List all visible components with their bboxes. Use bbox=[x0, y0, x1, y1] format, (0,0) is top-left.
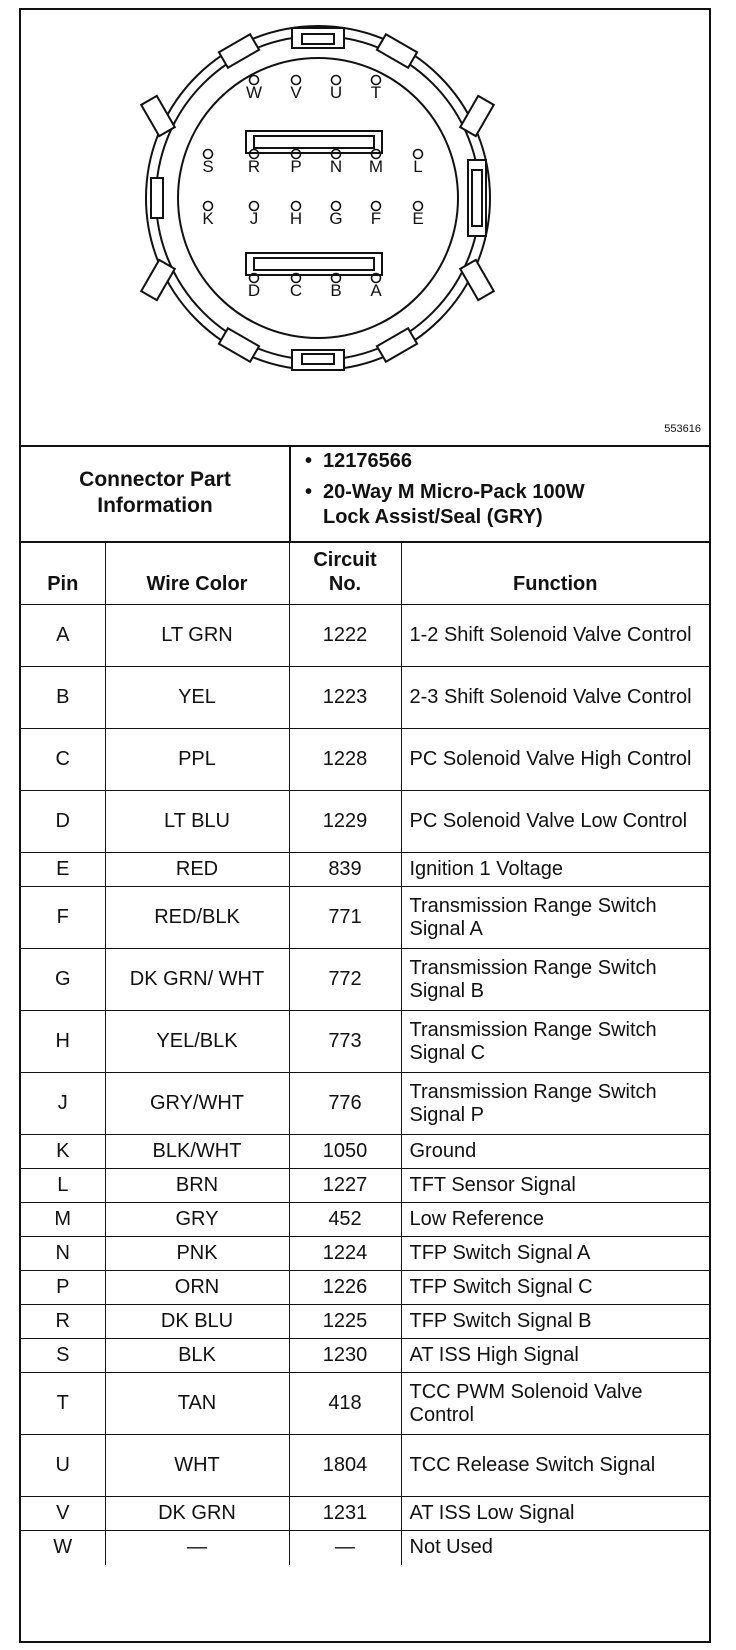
rib-left-lower bbox=[141, 260, 175, 300]
cell-circuit-no: 776 bbox=[289, 1073, 401, 1135]
cell-circuit-no: 1228 bbox=[289, 729, 401, 791]
rib-top-left bbox=[219, 34, 259, 68]
connector-face-drawing bbox=[21, 10, 709, 445]
cell-pin: D bbox=[21, 791, 105, 853]
cell-function: TCC Release Switch Signal bbox=[401, 1435, 709, 1497]
cell-circuit-no: 1804 bbox=[289, 1435, 401, 1497]
table-row bbox=[21, 1497, 709, 1531]
pin-label: V bbox=[290, 83, 302, 102]
pin-label: B bbox=[330, 281, 342, 300]
cell-function: TFP Switch Signal B bbox=[401, 1305, 709, 1339]
lower-blade-slot-inner bbox=[254, 258, 374, 270]
cell-pin: W bbox=[21, 1531, 105, 1565]
cell-wire-color: LT GRN bbox=[105, 605, 289, 667]
header-pin: Pin bbox=[21, 541, 105, 605]
cell-wire-color: DK BLU bbox=[105, 1305, 289, 1339]
cell-function: AT ISS High Signal bbox=[401, 1339, 709, 1373]
cell-circuit-no: 1229 bbox=[289, 791, 401, 853]
table-row bbox=[21, 605, 709, 667]
cell-wire-color: — bbox=[105, 1531, 289, 1565]
table-row bbox=[21, 1203, 709, 1237]
pin-label: P bbox=[290, 157, 302, 176]
table-row bbox=[21, 1531, 709, 1565]
pin-label: U bbox=[329, 83, 343, 102]
table-row bbox=[21, 1011, 709, 1073]
left-key-tab bbox=[151, 178, 163, 218]
cell-pin: J bbox=[21, 1073, 105, 1135]
cell-pin: A bbox=[21, 605, 105, 667]
cell-pin: U bbox=[21, 1435, 105, 1497]
upper-blade-slot bbox=[246, 131, 382, 153]
cell-circuit-no: 839 bbox=[289, 853, 401, 887]
table-row bbox=[21, 1339, 709, 1373]
cell-circuit-no: 773 bbox=[289, 1011, 401, 1073]
pin-label: D bbox=[247, 281, 261, 300]
header-function: Function bbox=[401, 541, 709, 605]
table-row bbox=[21, 949, 709, 1011]
cell-wire-color: BLK bbox=[105, 1339, 289, 1373]
cell-pin: T bbox=[21, 1373, 105, 1435]
cell-wire-color: LT BLU bbox=[105, 791, 289, 853]
table-row bbox=[21, 667, 709, 729]
pin-label: G bbox=[329, 209, 343, 228]
cell-function: TFT Sensor Signal bbox=[401, 1169, 709, 1203]
cell-function: PC Solenoid Valve High Control bbox=[401, 729, 709, 791]
cell-pin: R bbox=[21, 1305, 105, 1339]
part-number: • 12176566 bbox=[303, 449, 703, 474]
table-row bbox=[21, 791, 709, 853]
cell-pin: E bbox=[21, 853, 105, 887]
cell-pin: G bbox=[21, 949, 105, 1011]
pin-label: S bbox=[202, 157, 214, 176]
cell-circuit-no: — bbox=[289, 1531, 401, 1565]
cell-wire-color: YEL/BLK bbox=[105, 1011, 289, 1073]
cell-pin: L bbox=[21, 1169, 105, 1203]
cell-circuit-no: 771 bbox=[289, 887, 401, 949]
cell-function: Low Reference bbox=[401, 1203, 709, 1237]
cell-wire-color: RED bbox=[105, 853, 289, 887]
table-row bbox=[21, 1169, 709, 1203]
cell-function: Ignition 1 Voltage bbox=[401, 853, 709, 887]
cell-circuit-no: 1230 bbox=[289, 1339, 401, 1373]
cell-wire-color: TAN bbox=[105, 1373, 289, 1435]
cell-wire-color: GRY/WHT bbox=[105, 1073, 289, 1135]
table-row bbox=[21, 1073, 709, 1135]
connector-description-line2: Lock Assist/Seal (GRY) bbox=[323, 506, 543, 528]
pin-label: J bbox=[249, 209, 259, 228]
connector-document bbox=[19, 8, 711, 1643]
table-row bbox=[21, 1435, 709, 1497]
connector-info-label-line2: Information bbox=[97, 494, 213, 517]
cell-wire-color: PNK bbox=[105, 1237, 289, 1271]
cell-wire-color: DK GRN bbox=[105, 1497, 289, 1531]
cell-circuit-no: 1223 bbox=[289, 667, 401, 729]
cell-function: 2-3 Shift Solenoid Valve Control bbox=[401, 667, 709, 729]
cell-wire-color: PPL bbox=[105, 729, 289, 791]
rib-top-right bbox=[377, 34, 417, 68]
cell-circuit-no: 772 bbox=[289, 949, 401, 1011]
upper-blade-slot-inner bbox=[254, 136, 374, 148]
table-row bbox=[21, 1271, 709, 1305]
table-row bbox=[21, 853, 709, 887]
figure-id: 553616 bbox=[664, 423, 701, 435]
cell-function: PC Solenoid Valve Low Control bbox=[401, 791, 709, 853]
table-row bbox=[21, 1237, 709, 1271]
table-row bbox=[21, 887, 709, 949]
cell-function: 1-2 Shift Solenoid Valve Control bbox=[401, 605, 709, 667]
cell-function: TFP Switch Signal C bbox=[401, 1271, 709, 1305]
cell-function: TFP Switch Signal A bbox=[401, 1237, 709, 1271]
pin-label: E bbox=[412, 209, 424, 228]
cell-wire-color: ORN bbox=[105, 1271, 289, 1305]
cell-wire-color: GRY bbox=[105, 1203, 289, 1237]
table-row bbox=[21, 1305, 709, 1339]
pin-label: N bbox=[329, 157, 343, 176]
cell-pin: B bbox=[21, 667, 105, 729]
connector-inner-ring bbox=[178, 58, 458, 338]
cell-function: Not Used bbox=[401, 1531, 709, 1565]
connector-middle-ring bbox=[156, 36, 480, 360]
connector-part-information bbox=[21, 445, 709, 543]
cell-wire-color: BRN bbox=[105, 1169, 289, 1203]
connector-description-line1: • 20-Way M Micro-Pack 100W bbox=[303, 480, 703, 505]
cell-pin: H bbox=[21, 1011, 105, 1073]
cell-function: TCC PWM Solenoid Valve Control bbox=[401, 1373, 709, 1435]
cell-function: Transmission Range Switch Signal A bbox=[401, 887, 709, 949]
cell-wire-color: WHT bbox=[105, 1435, 289, 1497]
cell-pin: K bbox=[21, 1135, 105, 1169]
right-lock-tab bbox=[468, 160, 486, 236]
pinout-table bbox=[21, 541, 709, 1565]
pin-label: F bbox=[370, 209, 382, 228]
header-wire-color: Wire Color bbox=[105, 541, 289, 605]
pin-label: K bbox=[202, 209, 214, 228]
cell-circuit-no: 452 bbox=[289, 1203, 401, 1237]
cell-pin: P bbox=[21, 1271, 105, 1305]
cell-pin: S bbox=[21, 1339, 105, 1373]
table-header-row bbox=[21, 541, 709, 605]
pin-label: A bbox=[370, 281, 382, 300]
cell-wire-color: BLK/WHT bbox=[105, 1135, 289, 1169]
pin-label: T bbox=[370, 83, 382, 102]
cell-pin: C bbox=[21, 729, 105, 791]
cell-circuit-no: 1050 bbox=[289, 1135, 401, 1169]
connector-info-label bbox=[21, 445, 291, 541]
connector-info-label-line1: Connector Part bbox=[79, 468, 231, 491]
cell-circuit-no: 1224 bbox=[289, 1237, 401, 1271]
table-row bbox=[21, 729, 709, 791]
connector-info-values bbox=[303, 449, 703, 530]
pin-label: C bbox=[289, 281, 303, 300]
cell-circuit-no: 1227 bbox=[289, 1169, 401, 1203]
connector-outer-ring bbox=[146, 26, 490, 370]
header-circuit-line2: No. bbox=[328, 573, 362, 595]
cell-circuit-no: 1222 bbox=[289, 605, 401, 667]
cell-wire-color: DK GRN/ WHT bbox=[105, 949, 289, 1011]
pin-label: W bbox=[245, 83, 263, 102]
rib-bottom-left bbox=[219, 328, 259, 362]
rib-bottom-right bbox=[377, 328, 417, 362]
header-circuit-no bbox=[289, 541, 401, 605]
cell-function: Transmission Range Switch Signal B bbox=[401, 949, 709, 1011]
cell-pin: N bbox=[21, 1237, 105, 1271]
lower-blade-slot bbox=[246, 253, 382, 275]
rib-right-upper bbox=[460, 96, 494, 136]
pin-label: L bbox=[413, 157, 423, 176]
cell-pin: V bbox=[21, 1497, 105, 1531]
cell-circuit-no: 1225 bbox=[289, 1305, 401, 1339]
pin-label: H bbox=[289, 209, 303, 228]
cell-wire-color: YEL bbox=[105, 667, 289, 729]
cell-pin: F bbox=[21, 887, 105, 949]
cell-circuit-no: 418 bbox=[289, 1373, 401, 1435]
header-circuit-line1: Circuit bbox=[313, 549, 377, 571]
cell-function: Transmission Range Switch Signal P bbox=[401, 1073, 709, 1135]
cell-function: Ground bbox=[401, 1135, 709, 1169]
pin-label: M bbox=[368, 157, 384, 176]
connector-diagram bbox=[21, 10, 709, 447]
pin-label: R bbox=[247, 157, 261, 176]
table-row bbox=[21, 1135, 709, 1169]
cell-circuit-no: 1231 bbox=[289, 1497, 401, 1531]
table-row bbox=[21, 1373, 709, 1435]
rib-left-upper bbox=[141, 96, 175, 136]
cell-circuit-no: 1226 bbox=[289, 1271, 401, 1305]
cell-wire-color: RED/BLK bbox=[105, 887, 289, 949]
cell-function: AT ISS Low Signal bbox=[401, 1497, 709, 1531]
rib-right-lower bbox=[460, 260, 494, 300]
cell-pin: M bbox=[21, 1203, 105, 1237]
cell-function: Transmission Range Switch Signal C bbox=[401, 1011, 709, 1073]
